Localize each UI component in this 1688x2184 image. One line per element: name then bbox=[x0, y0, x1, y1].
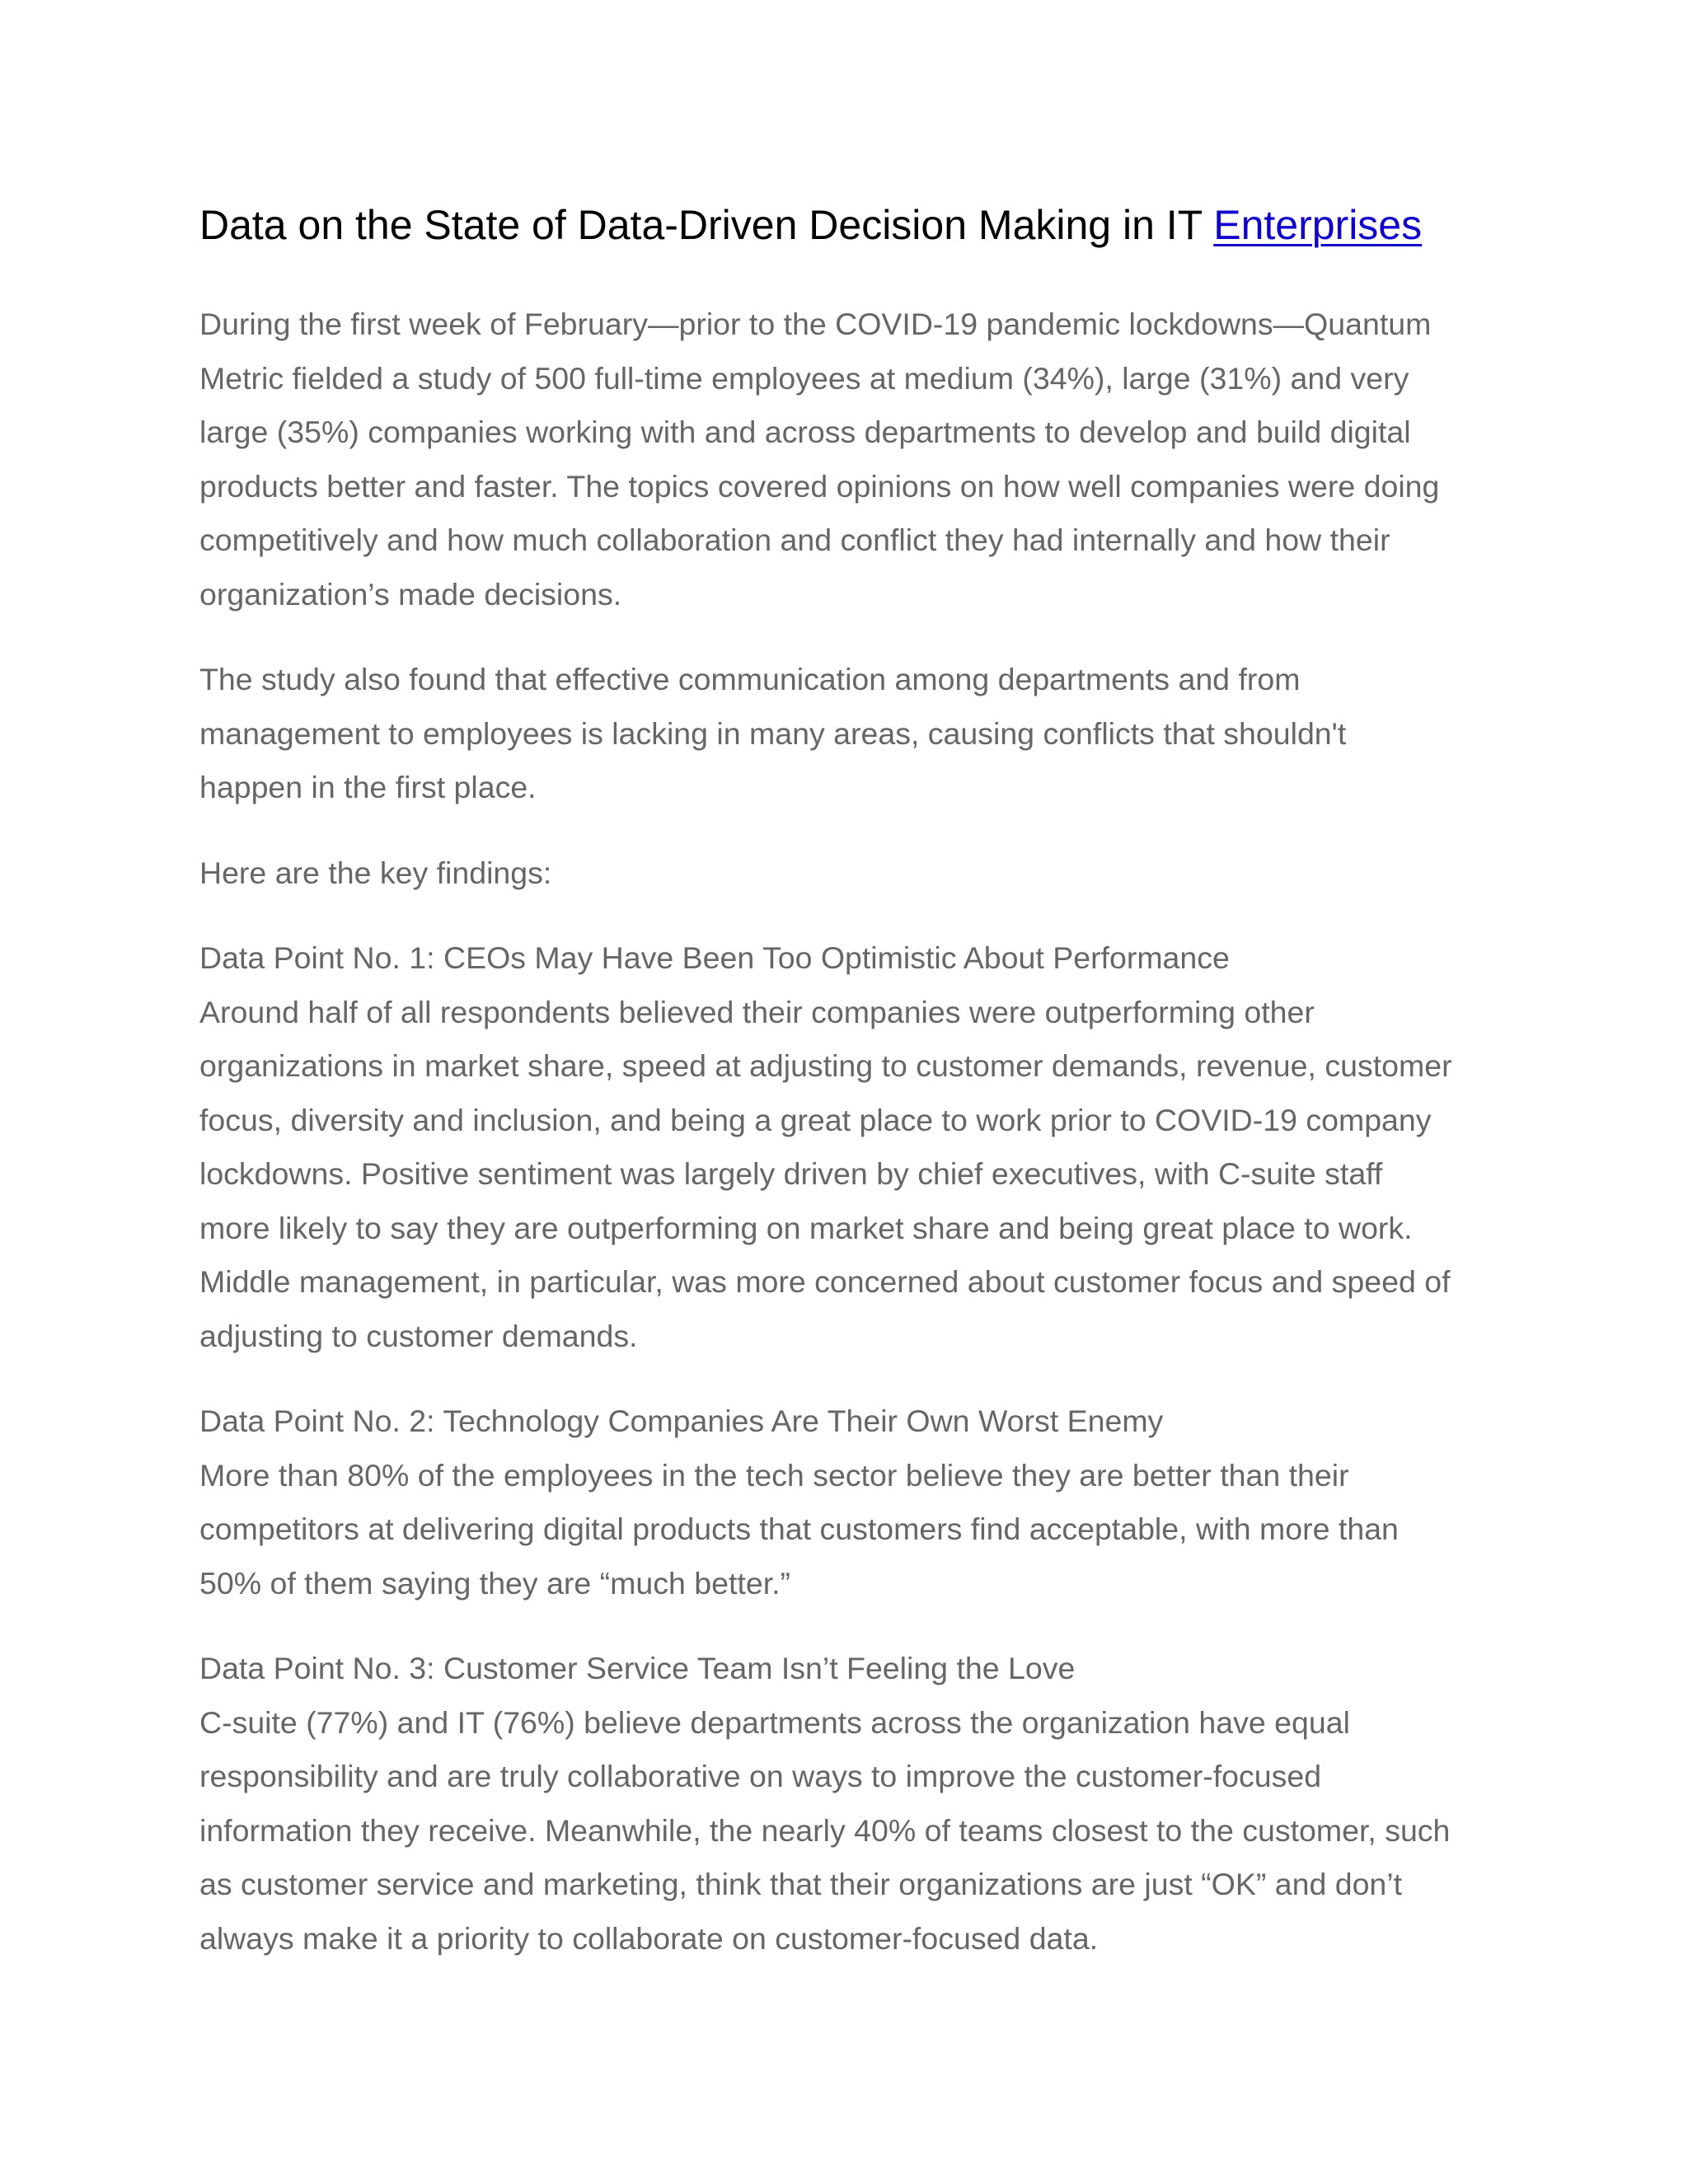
text-line: Data Point No. 2: Technology Companies Are Their Own Worst Enemy bbox=[199, 1404, 1164, 1438]
text-line: Around half of all respondents believed their companies were outperforming other bbox=[199, 994, 1315, 1029]
paragraph bbox=[199, 298, 1502, 621]
text-line: more likely to say they are outperforming on market share and being great place to work. bbox=[199, 1210, 1413, 1245]
title-text: Data on the State of Data-Driven Decision Making in IT bbox=[199, 202, 1214, 248]
text-line: lockdowns. Positive sentiment was largely driven by chief executives, with C-suite staff bbox=[199, 1156, 1383, 1191]
text-line: Middle management, in particular, was more concerned about customer focus and speed of bbox=[199, 1264, 1451, 1299]
text-line: adjusting to customer demands. bbox=[199, 1318, 638, 1353]
text-line: competitors at delivering digital products that customers find acceptable, with more than bbox=[199, 1511, 1399, 1546]
paragraph bbox=[199, 931, 1502, 1363]
paragraph-list bbox=[199, 298, 1502, 1966]
text-line: Data Point No. 3: Customer Service Team Isn’t Feeling the Love bbox=[199, 1651, 1076, 1685]
text-line: Data Point No. 1: CEOs May Have Been Too Optimistic About Performance bbox=[199, 940, 1230, 975]
text-line: information they receive. Meanwhile, the nearly 40% of teams closest to the customer, such bbox=[199, 1812, 1451, 1848]
text-line: happen in the first place. bbox=[199, 770, 537, 804]
text-line: as customer service and marketing, think that their organizations are just “OK” and don’t bbox=[199, 1867, 1403, 1901]
paragraph bbox=[199, 653, 1502, 815]
enterprises-link[interactable]: Enterprises bbox=[1213, 202, 1423, 248]
text-line: organizations in market share, speed at adjusting to customer demands, revenue, customer bbox=[199, 1048, 1452, 1083]
text-line: large (35%) companies working with and across departments to develop and build digital bbox=[199, 415, 1411, 449]
text-line: More than 80% of the employees in the tech sector believe they are better than their bbox=[199, 1457, 1349, 1493]
text-line: Metric fielded a study of 500 full-time employees at medium (34%), large (31%) and very bbox=[199, 360, 1409, 396]
text-line: organization’s made decisions. bbox=[199, 576, 622, 612]
text-line: responsibility and are truly collaborative on ways to improve the customer-focused bbox=[199, 1759, 1322, 1793]
document-body bbox=[199, 194, 1502, 1997]
document-title bbox=[199, 194, 1502, 256]
text-line: The study also found that effective communication among departments and from bbox=[199, 662, 1301, 696]
text-line: C-suite (77%) and IT (76%) believe departments across the organization have equal bbox=[199, 1704, 1350, 1740]
text-line: competitively and how much collaboration and conflict they had internally and how their bbox=[199, 523, 1390, 557]
text-line: During the first week of February—prior to the COVID-19 pandemic lockdowns—Quantum bbox=[199, 307, 1432, 341]
paragraph bbox=[199, 1394, 1502, 1610]
paragraph bbox=[199, 846, 1502, 901]
text-line: management to employees is lacking in many areas, causing conflicts that shouldn't bbox=[199, 715, 1347, 751]
text-line: 50% of them saying they are “much better.” bbox=[199, 1565, 791, 1601]
text-line: focus, diversity and inclusion, and being a great place to work prior to COVID-19 company bbox=[199, 1102, 1432, 1137]
text-line: Here are the key findings: bbox=[199, 855, 552, 890]
text-line: products better and faster. The topics covered opinions on how well companies were doing bbox=[199, 468, 1440, 504]
text-line: always make it a priority to collaborate on customer-focused data. bbox=[199, 1920, 1099, 1956]
paragraph bbox=[199, 1642, 1502, 1966]
